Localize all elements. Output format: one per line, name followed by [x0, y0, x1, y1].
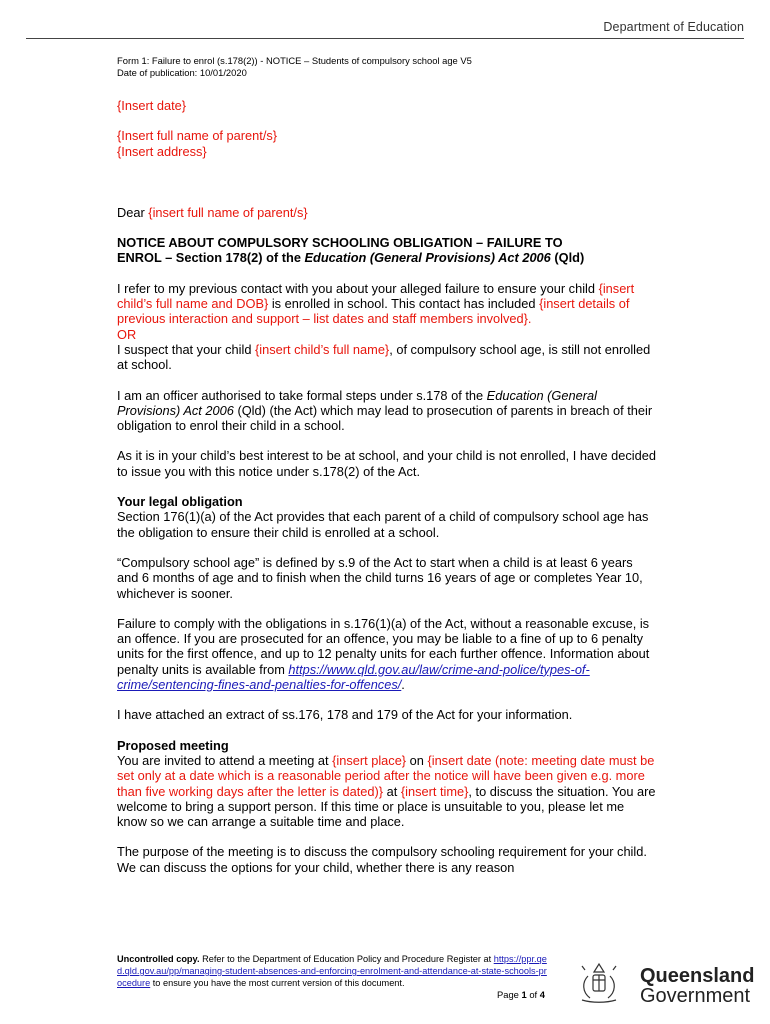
paragraph-offence: Failure to comply with the obligations in s.176(1)(a) of the Act, without a reasonable excuse, is an offence. If you are prosecuted for an offence, you may be liable to a fine of up to 6 penalty units for the first offence, and up to 12 penalty units for each further offence. Information about penalty units is available from https://www.qld.gov.au/law/crime-and-police/types-of-crime/sentencing-fines-and-penalties-for-offences/. — [117, 615, 650, 693]
paragraph-authorised-officer: I am an officer authorised to take formal steps under s.178 of the Education (General Provisions) Act 2006 (Qld) (the Act) which may lead to prosecution of parents in breach of their obligation to enrol their child in a school. — [117, 387, 653, 434]
uncontrolled-copy-label: Uncontrolled copy. — [117, 954, 200, 964]
paragraph-previous-contact: I refer to my previous contact with you about your alleged failure to ensure your child {insert child’s full name and DOB} is enrolled in school. This contact has included {insert details of previous interaction and support – list dates and staff members involved}. — [117, 280, 635, 327]
header-rule — [26, 38, 744, 39]
insert-parent-name: {Insert full name of parent/s} — [117, 128, 278, 144]
department-header: Department of Education — [603, 20, 744, 34]
penalty-units-link[interactable]: https://www.qld.gov.au/law/crime-and-police/types-of-crime/sentencing-fines-and-penalties-for-offences/ — [117, 661, 590, 693]
footer-note: Uncontrolled copy. Refer to the Department of Education Policy and Procedure Register at https://ppr.qed.qld.gov.au/pp/managing-student-absences-and-enforcing-enrolment-and-attendance-at-state-schools-procedure to ensure you have the most current version of this document. — [117, 954, 547, 988]
logo-line-government: Government — [640, 985, 751, 1007]
paragraph-compulsory-age: “Compulsory school age” is defined by s.9 of the Act to start when a child is at least 6 years and 6 months of age and to finish when the child turns 16 years of age or completes Year 10, whichever is sooner. — [117, 554, 643, 601]
logo-line-queensland: Queensland — [640, 965, 755, 987]
heading-proposed-meeting: Proposed meeting — [117, 737, 229, 753]
insert-address: {Insert address} — [117, 143, 207, 159]
letter-body — [117, 98, 657, 875]
form-title-line: Form 1: Failure to enrol (s.178(2)) - NOTICE – Students of compulsory school age V5 — [117, 55, 472, 66]
page-number: Page 1 of 4 — [497, 989, 545, 1000]
paragraph-attached-extract: I have attached an extract of ss.176, 178 and 179 of the Act for your information. — [117, 707, 573, 723]
form-meta — [117, 55, 472, 79]
paragraph-section-176: Section 176(1)(a) of the Act provides that each parent of a child of compulsory school age has the obligation to ensure their child is enrolled at a school. — [117, 509, 649, 540]
paragraph-meeting-purpose: The purpose of the meeting is to discuss the compulsory schooling requirement for your child. We can discuss the options for your child, whether there is any reason — [117, 844, 647, 875]
ppr-link[interactable]: https://ppr.qed.qld.gov.au/pp/managing-student-absences-and-enforcing-enrolment-and-attendance-at-state-schools-procedure — [117, 954, 547, 988]
publication-date-line: Date of publication: 10/01/2020 — [117, 67, 247, 78]
salutation-placeholder: {insert full name of parent/s} — [148, 204, 308, 220]
or-separator: OR — [117, 326, 137, 342]
queensland-government-wordmark — [640, 966, 754, 1006]
paragraph-suspect: I suspect that your child {insert child’s full name}, of compulsory school age, is still not enrolled at school. — [117, 341, 651, 373]
paragraph-best-interest: As it is in your child’s best interest to be at school, and your child is not enrolled, I have decided to issue you with this notice under s.178(2) of the Act. — [117, 448, 656, 479]
heading-legal-obligation: Your legal obligation — [117, 494, 243, 510]
insert-date: {Insert date} — [117, 98, 187, 113]
paragraph-meeting-invite: You are invited to attend a meeting at {insert place} on {insert date (note: meeting date must be set only at a date which is a reasonable period after the notice will have been given e.g. more than five working days after the letter is dated)} at {insert time}, to discuss the situation. You are welcome to bring a support person. If this time or place is unsuitable to you, please let me know so we can arrange a suitable time and place. — [117, 752, 656, 830]
salutation: Dear {insert full name of parent/s} — [117, 204, 308, 220]
notice-title: NOTICE ABOUT COMPULSORY SCHOOLING OBLIGATION – FAILURE TO ENROL – Section 178(2) of the Education (General Provisions) Act 2006 (Qld) — [117, 235, 585, 266]
